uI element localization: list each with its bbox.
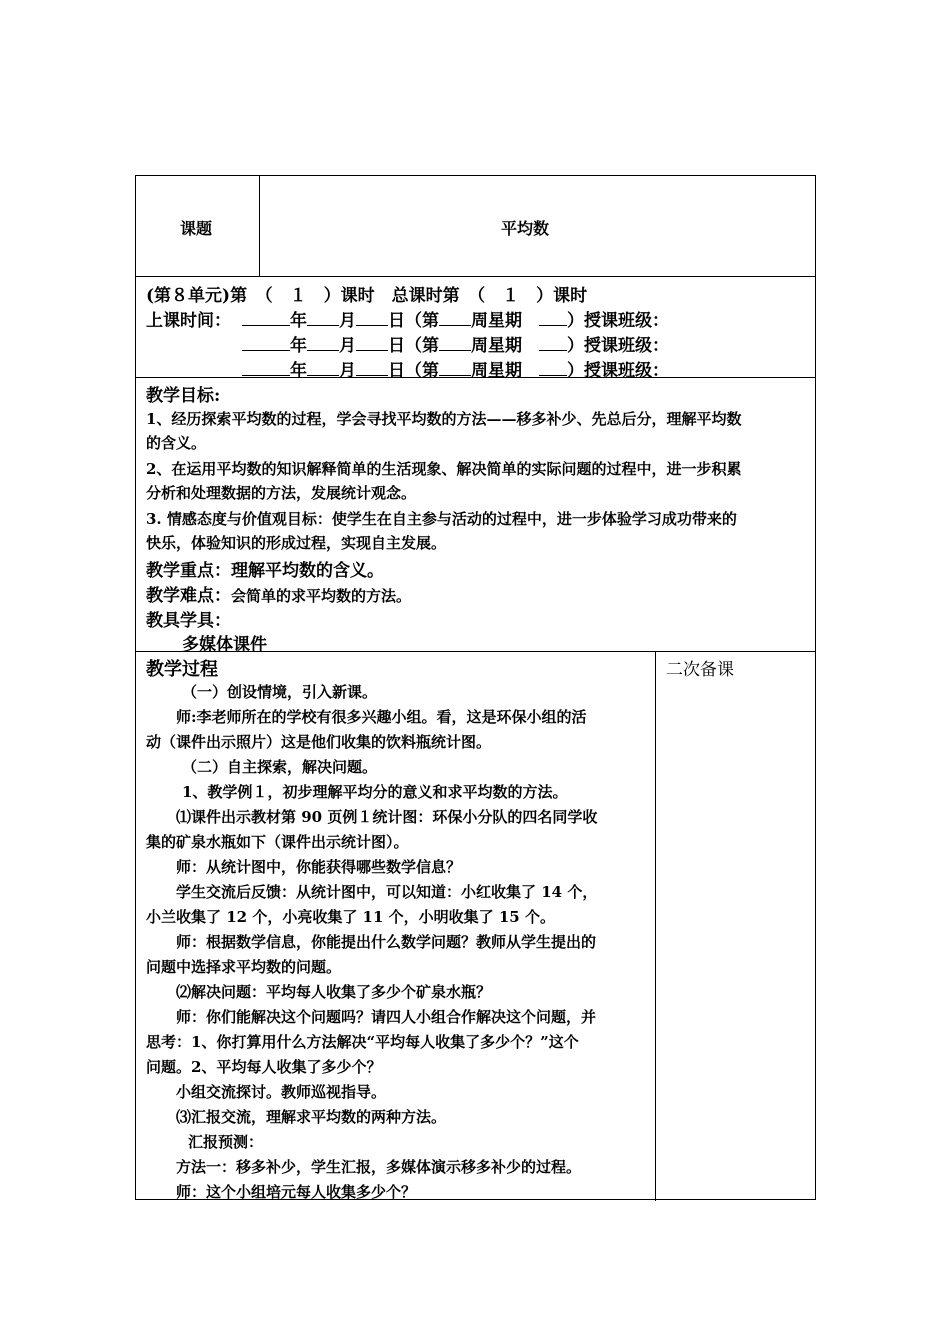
process-line: ⑴课件出示教材第 90 页例１统计图：环保小分队的四名同学收 [176,808,598,826]
process-body [146,681,651,1199]
goal-text: 的含义。 [146,434,207,452]
process-line: 1、教学例１，初步理解平均分的意义和求平均数的方法。 [182,783,568,801]
blank-field [439,310,471,326]
process-line: 师：根据数学信息，你能提出什么数学问题？教师从学生提出的 [176,933,597,951]
goal-text: 3. 情感态度与价值观目标：使学生在自主参与活动的过程中，进一步体验学习成功带来的 [146,510,737,528]
process-line: 小兰收集了 12 个，小亮收集了 11 个，小明收集了 15 个。 [146,908,555,926]
blank-field [539,360,567,376]
schedule-row: 年 月 日（第 周星期 ）授课班级： [242,306,669,331]
process-line: 动（课件出示照片）这是他们收集的饮料瓶统计图。 [146,733,492,751]
subject-title: 平均数 [501,219,550,238]
process-line: 师:李老师所在的学校有很多兴趣小组。看，这是环保小组的活 [176,708,587,726]
blank-field [439,335,471,351]
goal-text: 1、经历探索平均数的过程，学会寻找平均数的方法——移多补少、先总后分，理解平均数 [146,410,742,428]
goals-title: 教学目标: [146,386,221,406]
blank-field [439,360,471,376]
process-line: 问题中选择求平均数的问题。 [146,958,342,976]
process-line: 思考：1、你打算用什么方法解决“平均每人收集了多少个？”这个 [146,1033,579,1051]
column-divider [259,176,260,276]
time-label: 上课时间： [146,311,231,331]
second-prep-title: 二次备课 [666,660,734,680]
difficult-point: 教学难点：会简单的求平均数的方法。 [146,586,412,606]
blank-field [356,310,388,326]
blank-field [539,310,567,326]
process-line: 方法一：移多补少，学生汇报，多媒体演示移多补少的过程。 [176,1158,582,1176]
goal-text: 分析和处理数据的方法，发展统计观念。 [146,484,417,502]
blank-field [307,335,339,351]
blank-field [242,360,290,376]
process-line: 师：你们能解决这个问题吗？请四人小组合作解决这个问题，并 [176,1008,597,1026]
blank-field [242,335,290,351]
blank-field [242,310,290,326]
process-line: ⑶汇报交流，理解求平均数的两种方法。 [176,1108,447,1126]
process-line: 集的矿泉水瓶如下（课件出示统计图）。 [146,833,409,851]
process-line: 小组交流探讨。教师巡视指导。 [176,1083,387,1101]
process-line: 汇报预测： [188,1133,264,1151]
process-line: （二）自主探索，解决问题。 [182,758,378,776]
process-title: 教学过程 [146,659,218,680]
tools-value: 多媒体课件 [182,635,267,655]
blank-field [356,335,388,351]
process-line: 师：从统计图中，你能获得哪些数学信息？ [176,858,462,876]
blank-field [307,360,339,376]
goal-text: 快乐，体验知识的形成过程，实现自主发展。 [146,534,447,552]
process-line: （一）创设情境，引入新课。 [182,683,378,701]
process-line: 师：这个小组培元每人收集多少个？ [176,1183,417,1201]
process-line: ⑵解决问题：平均每人收集了多少个矿泉水瓶？ [176,983,492,1001]
subject-label: 课题 [180,219,213,238]
blank-field [356,360,388,376]
key-point: 教学重点：理解平均数的含义。 [146,561,384,581]
blank-field [307,310,339,326]
tools-label: 教具学具： [146,611,231,631]
schedule-row: 年 月 日（第 周星期 ）授课班级： [242,356,669,381]
row-divider [136,276,815,277]
unit-lesson-line: (第８单元)第 （ １ ）课时 总课时第 （ １ ）课时 [146,286,588,306]
blank-field [539,335,567,351]
process-line: 问题。2、平均每人收集了多少个？ [146,1058,382,1076]
column-divider [655,651,656,1201]
process-line: 学生交流后反馈：从统计图中，可以知道：小红收集了 14 个， [176,883,598,901]
schedule-row: 年 月 日（第 周星期 ）授课班级： [242,331,669,356]
goal-text: 2、在运用平均数的知识解释简单的生活现象、解决简单的实际问题的过程中，进一步积累 [146,460,742,478]
lesson-plan-table [135,175,816,1200]
